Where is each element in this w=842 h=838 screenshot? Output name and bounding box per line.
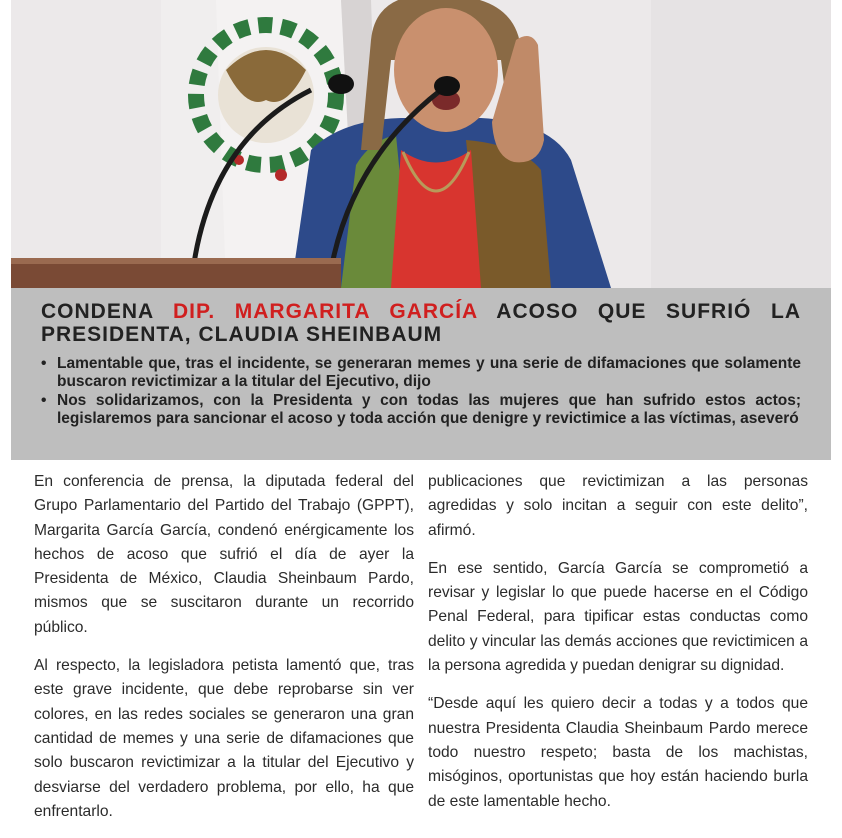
article-paragraph: publicaciones que revictimizan a las personas agredidas y solo incitan a seguir con este delito”, afirmó. <box>428 473 808 539</box>
article-paragraph: “Desde aquí les quiero decir a todas y a todos que nuestra Presidenta Claudia Sheinbaum Pardo merece todo nuestro respeto; basta de los machistas, misóginos, oportunistas que hoy están haciendo burla de este lamentable hecho. <box>428 695 808 810</box>
summary-bullet <box>41 392 801 428</box>
headline-suffix: ACOSO QUE SUFRIÓ LA PRESIDENTA, CLAUDIA SHEINBAUM <box>41 300 801 346</box>
bullet-dot-icon: • <box>41 392 47 409</box>
article-column-left <box>34 470 414 838</box>
headline-band <box>11 288 831 460</box>
summary-bullet-text: Lamentable que, tras el incidente, se generaran memes y una serie de difamaciones que solamente buscaron revictimizar a la titular del Ejecutivo, dijo <box>57 355 801 390</box>
headline-prefix: CONDENA <box>41 300 174 323</box>
podium-icon <box>11 258 341 288</box>
hero-photo <box>11 0 831 288</box>
article-column-right <box>428 470 808 828</box>
summary-bullet <box>41 355 801 391</box>
summary-bullet-text: Nos solidarizamos, con la Presidenta y con todas las mujeres que han sufrido estos actos; legislaremos para sancionar el acoso y toda acción que denigre y revictimice a las víctimas, aseveró <box>57 392 801 427</box>
article-paragraph: En ese sentido, García García se comprometió a revisar y legislar lo que puede hacerse en el Código Penal Federal, para tipificar estas conductas como delito y vincular las demás acciones que revictimicen a la persona agredida y puedan denigrar su dignidad. <box>428 559 808 675</box>
speaker-at-podium-illustration <box>11 0 831 288</box>
article-paragraph: Al respecto, la legisladora petista lamentó que, tras este grave incidente, que debe reprobarse sin ver colores, en las redes sociales se generaron una gran cantidad de memes y una serie de difamaciones que solo buscaron revictimizar a la titular del Ejecutivo y desviarse del verdadero problema, por ello, ha que enfrentarlo. <box>34 657 414 820</box>
bullet-dot-icon: • <box>41 355 47 372</box>
headline-highlight-name: DIP. MARGARITA GARCÍA <box>173 300 478 323</box>
headline <box>41 300 801 346</box>
article-paragraph: En conferencia de prensa, la diputada federal del Grupo Parlamentario del Partido del Trabajo (GPPT), Margarita García García, condenó enérgicamente los hechos de acoso que sufrió el día de ayer la Presidenta de México, Claudia Sheinbaum Pardo, mismos que se suscitaron durante un recorrido público. <box>34 473 414 636</box>
summary-bullets <box>41 355 801 428</box>
